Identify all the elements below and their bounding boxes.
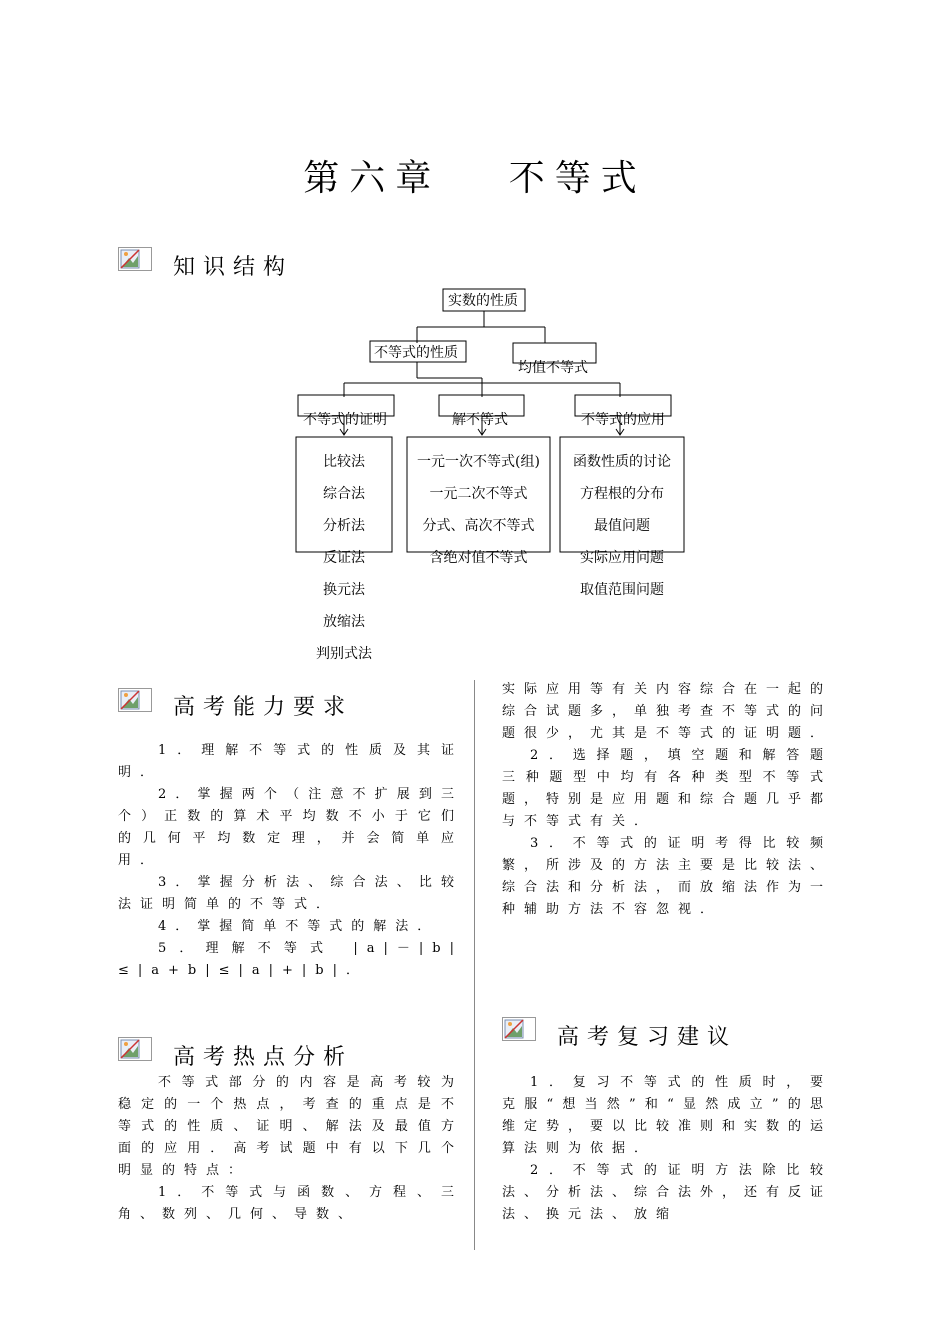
right-paragraph: 2．选择题，填空题和解答题三种题型中均有各种类型不等式题，特别是应用题和综合题几乎都与不等式有关． bbox=[502, 748, 833, 829]
tree-level1-properties: 不等式的性质 bbox=[374, 345, 458, 361]
ability-list bbox=[118, 740, 463, 982]
ability-item: 4．掌握简单不等式的解法． bbox=[158, 919, 440, 934]
section-title-ability: 高考能力要求 bbox=[173, 695, 354, 720]
tree-level2-solve: 解不等式 bbox=[452, 412, 508, 428]
tree-root-label: 实数的性质 bbox=[448, 293, 518, 309]
hotspot-paragraph: 不等式部分的内容是高考较为稳定的一个热点，考查的重点是不等式的性质、证明、解法及最值方面的应用．高考试题中有以下几个明显的特点： bbox=[118, 1075, 463, 1178]
proof-method-item: 换元法 bbox=[323, 582, 365, 598]
image-placeholder-icon bbox=[118, 1037, 152, 1061]
section-title-hotspot: 高考热点分析 bbox=[173, 1045, 354, 1070]
review-paragraph: 2．不等式的证明方法除比较法、分析法、综合法外，还有反证法、换元法、放缩 bbox=[502, 1163, 833, 1222]
column-divider bbox=[474, 680, 475, 1250]
right-column-text bbox=[502, 679, 832, 921]
proof-method-item: 放缩法 bbox=[323, 614, 365, 630]
review-text bbox=[502, 1072, 832, 1226]
right-paragraph: 3．不等式的证明考得比较频繁，所涉及的方法主要是比较法、综合法和分析法，而放缩法作为一种辅助方法不容忽视． bbox=[502, 836, 833, 917]
ability-item: 5．理解不等式 |a|－|b|≤|a+b|≤|a|+|b|． bbox=[118, 941, 463, 978]
image-placeholder-icon bbox=[118, 688, 152, 712]
solve-type-item: 一元一次不等式(组) bbox=[417, 454, 540, 470]
proof-method-item: 判别式法 bbox=[316, 646, 372, 662]
tree-level2-apply: 不等式的应用 bbox=[581, 412, 665, 428]
tree-level2-proof: 不等式的证明 bbox=[303, 412, 387, 428]
ability-item: 1．理解不等式的性质及其证明． bbox=[118, 743, 463, 780]
proof-method-item: 分析法 bbox=[323, 518, 365, 534]
chapter-title: 第六章 不等式 bbox=[303, 158, 647, 199]
section-title-review: 高考复习建议 bbox=[557, 1025, 738, 1050]
review-paragraph: 1．复习不等式的性质时，要克服“想当然”和“显然成立”的思维定势，要以比较准则和实数的运算法则为依据． bbox=[502, 1075, 833, 1156]
right-paragraph: 实际应用等有关内容综合在一起的综合试题多，单独考查不等式的问题很少，尤其是不等式的证明题． bbox=[502, 682, 833, 741]
section-title-structure: 知识结构 bbox=[173, 255, 294, 280]
ability-item: 2．掌握两个（注意不扩展到三个）正数的算术平均数不小于它们的几何平均数定理，并会简单应用． bbox=[118, 787, 463, 868]
proof-method-item: 综合法 bbox=[323, 486, 365, 502]
solve-type-item: 分式、高次不等式 bbox=[422, 518, 535, 534]
proof-method-item: 比较法 bbox=[323, 454, 365, 470]
application-item: 实际应用问题 bbox=[580, 550, 664, 566]
ability-item: 3．掌握分析法、综合法、比较法证明简单的不等式． bbox=[118, 875, 463, 912]
solve-type-item: 一元二次不等式 bbox=[429, 486, 528, 502]
solve-type-item: 含绝对值不等式 bbox=[429, 550, 528, 566]
image-placeholder-icon bbox=[502, 1017, 536, 1041]
application-item: 函数性质的讨论 bbox=[573, 454, 671, 470]
application-item: 最值问题 bbox=[594, 518, 650, 534]
application-item: 方程根的分布 bbox=[580, 486, 664, 502]
hotspot-text bbox=[118, 1072, 463, 1226]
tree-level1-mean-inequality: 均值不等式 bbox=[518, 360, 588, 376]
hotspot-paragraph: 1．不等式与函数、方程、三角、数列、几何、导数、 bbox=[118, 1185, 463, 1222]
proof-method-item: 反证法 bbox=[323, 550, 365, 566]
application-item: 取值范围问题 bbox=[580, 582, 664, 598]
